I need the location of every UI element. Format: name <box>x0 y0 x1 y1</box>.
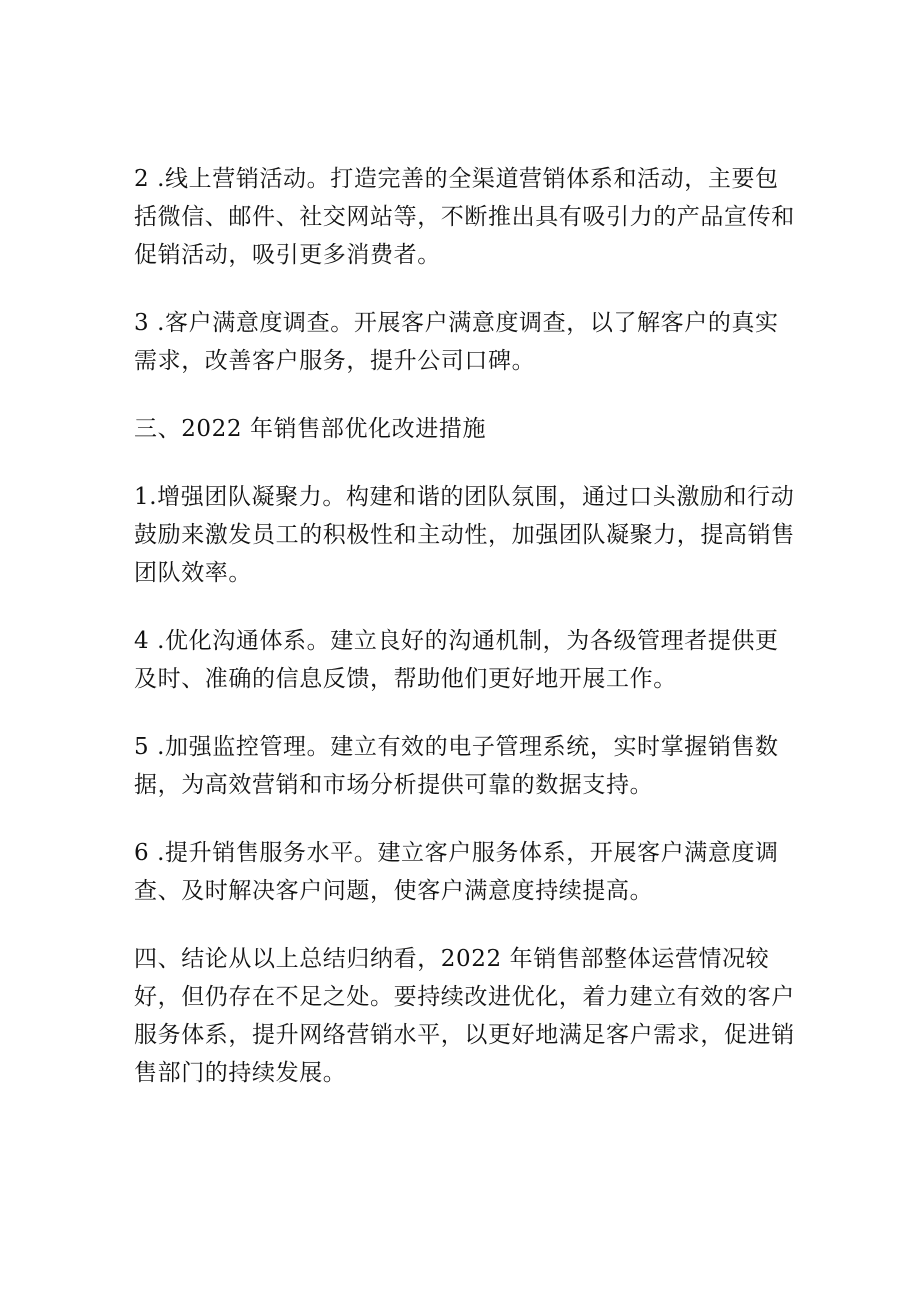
text-line: 好，但仍存在不足之处。要持续改进优化，着力建立有效的客户 <box>134 984 795 1010</box>
text-line: 1.增强团队凝聚力。构建和谐的团队氛围，通过口头激励和行动 <box>134 484 795 510</box>
text-line: 团队效率。 <box>134 560 252 586</box>
text-line: 促销活动，吸引更多消费者。 <box>134 242 441 268</box>
text-line: 6 .提升销售服务水平。建立客户服务体系，开展客户满意度调 <box>134 840 779 866</box>
text-line: 3 .客户满意度调查。开展客户满意度调查，以了解客户的真实 <box>134 310 779 336</box>
paragraph-communication-system <box>134 622 784 698</box>
document-body <box>134 160 795 1122</box>
text-line: 2 .线上营销活动。打造完善的全渠道营销体系和活动，主要包 <box>134 166 779 192</box>
paragraph-monitoring-management <box>134 728 784 804</box>
text-line: 鼓励来激发员工的积极性和主动性，加强团队凝聚力，提高销售 <box>134 522 795 548</box>
text-line: 售部门的持续发展。 <box>134 1060 347 1086</box>
text-line: 据，为高效营销和市场分析提供可靠的数据支持。 <box>134 772 654 798</box>
text-line: 及时、准确的信息反馈，帮助他们更好地开展工作。 <box>134 666 677 692</box>
text-line: 4 .优化沟通体系。建立良好的沟通机制，为各级管理者提供更 <box>134 628 779 654</box>
paragraph-customer-survey <box>134 304 784 380</box>
text-line: 四、结论从以上总结归纳看，2022 年销售部整体运营情况较 <box>134 946 770 972</box>
text-line: 需求，改善客户服务，提升公司口碑。 <box>134 348 536 374</box>
paragraph-online-marketing <box>134 160 795 274</box>
text-line: 括微信、邮件、社交网站等，不断推出具有吸引力的产品宣传和 <box>134 204 795 230</box>
paragraph-service-level <box>134 834 784 910</box>
section-heading-improvement-measures <box>134 410 784 448</box>
paragraph-team-cohesion <box>134 478 795 592</box>
text-line: 查、及时解决客户问题，使客户满意度持续提高。 <box>134 878 654 904</box>
text-line: 服务体系，提升网络营销水平，以更好地满足客户需求，促进销 <box>134 1022 795 1048</box>
heading-text: 三、2022 年销售部优化改进措施 <box>134 416 487 442</box>
text-line: 5 .加强监控管理。建立有效的电子管理系统，实时掌握销售数 <box>134 734 779 760</box>
paragraph-conclusion <box>134 940 795 1092</box>
